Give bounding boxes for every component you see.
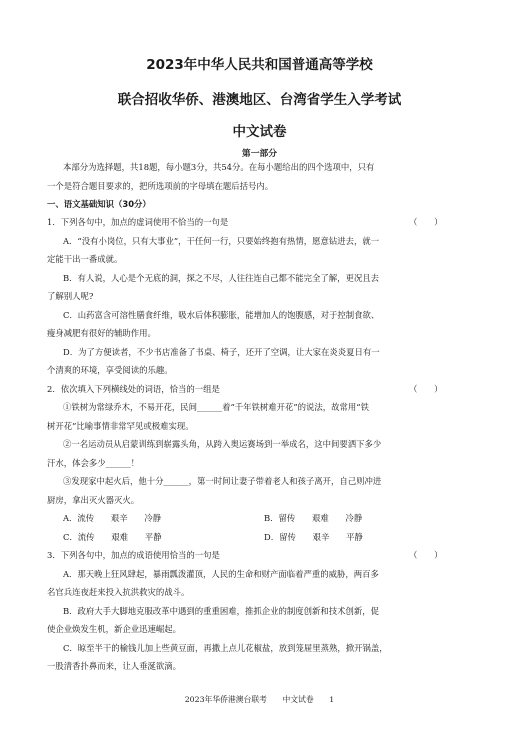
question-3-option-b-line1: B．政府大手大脚地克服改革中遇到的重重困难，推抓企业的制度创新和技术创新，促: [63, 606, 380, 616]
question-1-option-a-line2: 定能干出一番成就。: [47, 254, 123, 264]
question-3-option-a-line2: 名官兵连夜赶来投入抗洪救灾的战斗。: [47, 587, 190, 597]
question-3-stem: 3．下列各句中，加点的成语使用恰当的一句是: [47, 550, 220, 560]
question-1-option-b-line1: B．有人说，人心是个无底的洞，探之不尽，人往往连自己都不能完全了解，更况且去: [63, 273, 380, 283]
question-1-option-d-line1: D．为了方便读者，不少书店准备了书桌、椅子，还开了空调，让大家在炎炎夏日有一: [63, 347, 380, 357]
question-2-stem: 2．依次填入下列横线处的词语，恰当的一组是: [47, 384, 220, 394]
question-3-option-b-line2: 使企业焕发生机，新企业迅速崛起。: [47, 624, 181, 634]
question-2-option-d: D．留传 艰辛 平静: [264, 532, 363, 542]
part-intro-line2: 一个是符合题目要求的，把所选项前的字母填在题后括号内。: [47, 181, 274, 191]
question-1-option-b-line2: 了解别人呢?: [47, 291, 94, 301]
question-1-answer-paren: （ ）: [409, 217, 443, 227]
question-1-option-a-line1: A．“没有小岗位，只有大事业”，干任何一行，只要始终抱有热情，愿意钻进去，就一: [63, 236, 380, 246]
question-3-option-c-line2: 一股清香扑鼻而来，让人垂涎欲滴。: [47, 661, 181, 671]
exam-title-line2: 联合招收华侨、港澳地区、台湾省学生入学考试: [117, 92, 402, 108]
question-2-option-a: A．流传 艰辛 冷静: [63, 513, 162, 523]
question-2-sentence-2-line2: 汗水，体会多少______！: [47, 458, 140, 468]
part-label: 第一部分: [241, 149, 278, 159]
question-1-option-d-line2: 个清爽的环境，享受阅读的乐趣。: [47, 365, 173, 375]
question-2-option-c: C．流传 艰难 平静: [63, 532, 162, 542]
question-1-stem: 1．下列各句中，加点的虚词使用不恰当的一句是: [47, 217, 229, 227]
question-1-option-c-line1: C．山药富含可溶性膳食纤维，吸水后体积膨胀，能增加人的饱腹感，对于控制食欲、: [63, 310, 380, 320]
question-2-sentence-1-line2: 树开花”比喻事情非常罕见或极难实现。: [47, 421, 194, 431]
section-title: 一、语文基础知识（30分）: [47, 199, 151, 209]
question-1-option-c-line2: 瘦身减肥有很好的辅助作用。: [47, 328, 156, 338]
question-2-sentence-1-line1: ①铁树为常绿乔木，不易开花，民间______着“千年铁树难开花”的说法，故常用“铁: [63, 402, 369, 412]
question-2-sentence-2-line1: ②一名运动员从启蒙训练到崭露头角，从跨入奥运赛场到一举成名，这中间要洒下多少: [63, 439, 382, 449]
question-2-option-b: B．留传 艰难 冷静: [264, 513, 363, 523]
part-intro-line1: 本部分为选择题，共18题，每小题3分，共54分。在每小题给出的四个选项中，只有: [63, 162, 375, 172]
question-3-option-a-line1: A．那天晚上狂风肆起，暴雨瓢泼灌顶，人民的生命和财产面临着严重的威胁，两百多: [63, 569, 379, 579]
page-footer: 2023年华侨港澳台联考 中文试卷 1: [184, 695, 335, 704]
question-3-answer-paren: （ ）: [409, 550, 443, 560]
question-2-sentence-3-line1: ③发现家中起火后，他十分______，第一时间让妻子带着老人和孩子离开，自己则冲进: [63, 476, 382, 486]
exam-title-line1: 2023年中华人民共和国普通高等学校: [146, 57, 373, 73]
exam-title-line3: 中文试卷: [232, 124, 287, 140]
question-2-sentence-3-line2: 厨房，拿出灭火器灭火。: [47, 495, 140, 505]
question-3-option-c-line1: C．晾至半干的榆钱儿加上些黄豆面，再撒上点儿花椒盐，放到笼屉里蒸熟，掀开锅盖，: [63, 643, 388, 653]
question-2-answer-paren: （ ）: [409, 384, 443, 394]
